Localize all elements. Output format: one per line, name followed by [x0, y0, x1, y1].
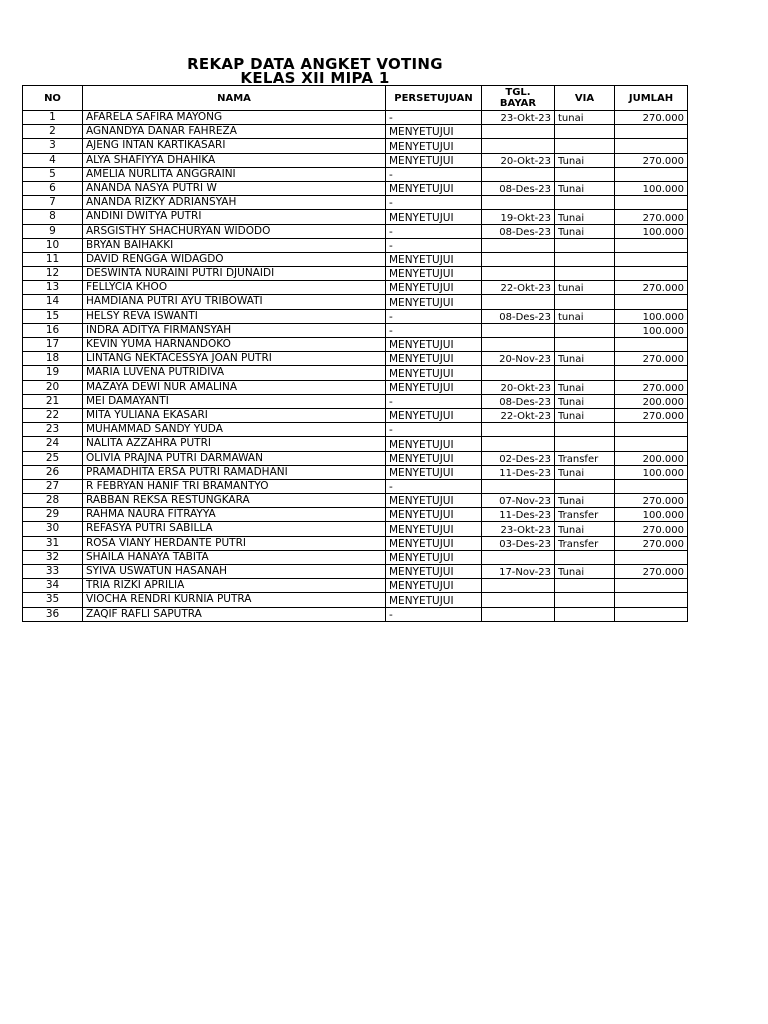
- cell-jumlah: 100.000: [615, 309, 688, 323]
- cell-no: 16: [23, 323, 83, 337]
- cell-nama: RABBAN REKSA RESTUNGKARA: [83, 494, 386, 508]
- cell-persetujuan: MENYETUJUI: [386, 465, 482, 479]
- cell-jumlah: [615, 338, 688, 352]
- cell-persetujuan: MENYETUJUI: [386, 522, 482, 536]
- cell-tgl: 20-Nov-23: [482, 352, 555, 366]
- cell-no: 8: [23, 210, 83, 224]
- cell-persetujuan: MENYETUJUI: [386, 536, 482, 550]
- cell-nama: KEVIN YUMA HARNANDOKO: [83, 338, 386, 352]
- header-jumlah: JUMLAH: [615, 86, 688, 111]
- cell-nama: NALITA AZZAHRA PUTRI: [83, 437, 386, 451]
- cell-no: 15: [23, 309, 83, 323]
- cell-persetujuan: MENYETUJUI: [386, 125, 482, 139]
- cell-tgl: 20-Okt-23: [482, 380, 555, 394]
- cell-nama: HAMDIANA PUTRI AYU TRIBOWATI: [83, 295, 386, 309]
- cell-nama: OLIVIA PRAJNA PUTRI DARMAWAN: [83, 451, 386, 465]
- cell-jumlah: [615, 579, 688, 593]
- cell-jumlah: [615, 238, 688, 252]
- title-line-2: KELAS XII MIPA 1: [240, 69, 390, 87]
- cell-via: [555, 437, 615, 451]
- cell-nama: MUHAMMAD SANDY YUDA: [83, 423, 386, 437]
- cell-nama: ALYA SHAFIYYA DHAHIKA: [83, 153, 386, 167]
- header-no: NO: [23, 86, 83, 111]
- cell-tgl: [482, 338, 555, 352]
- cell-via: Tunai: [555, 224, 615, 238]
- cell-via: Tunai: [555, 465, 615, 479]
- cell-persetujuan: -: [386, 167, 482, 181]
- table-row: [23, 465, 688, 479]
- cell-jumlah: [615, 437, 688, 451]
- cell-no: 5: [23, 167, 83, 181]
- cell-no: 23: [23, 423, 83, 437]
- cell-jumlah: [615, 593, 688, 607]
- table-row: [23, 394, 688, 408]
- cell-tgl: [482, 267, 555, 281]
- cell-persetujuan: MENYETUJUI: [386, 295, 482, 309]
- cell-via: [555, 167, 615, 181]
- cell-tgl: 11-Des-23: [482, 508, 555, 522]
- cell-via: [555, 295, 615, 309]
- cell-tgl: [482, 479, 555, 493]
- cell-tgl: 20-Okt-23: [482, 153, 555, 167]
- cell-nama: MARIA LUVENA PUTRIDIVA: [83, 366, 386, 380]
- cell-persetujuan: MENYETUJUI: [386, 565, 482, 579]
- table-row: [23, 451, 688, 465]
- cell-nama: AGNANDYA DANAR FAHREZA: [83, 125, 386, 139]
- cell-jumlah: [615, 607, 688, 621]
- header-tgl-line-1: TGL.: [505, 87, 531, 98]
- cell-no: 1: [23, 111, 83, 125]
- cell-via: [555, 607, 615, 621]
- cell-nama: BRYAN BAIHAKKI: [83, 238, 386, 252]
- cell-persetujuan: -: [386, 309, 482, 323]
- cell-nama: DAVID RENGGA WIDAGDO: [83, 252, 386, 266]
- table-row: [23, 479, 688, 493]
- cell-no: 27: [23, 479, 83, 493]
- table-row: [23, 238, 688, 252]
- cell-via: [555, 593, 615, 607]
- cell-persetujuan: MENYETUJUI: [386, 451, 482, 465]
- table-row: [23, 167, 688, 181]
- cell-jumlah: 100.000: [615, 181, 688, 195]
- cell-jumlah: 100.000: [615, 508, 688, 522]
- table-row: [23, 593, 688, 607]
- header-tgl-bayar: [482, 86, 555, 111]
- cell-persetujuan: -: [386, 423, 482, 437]
- cell-nama: ANDINI DWITYA PUTRI: [83, 210, 386, 224]
- cell-nama: ARSGISTHY SHACHURYAN WIDODO: [83, 224, 386, 238]
- cell-nama: MEI DAMAYANTI: [83, 394, 386, 408]
- cell-via: Tunai: [555, 494, 615, 508]
- cell-persetujuan: MENYETUJUI: [386, 338, 482, 352]
- cell-tgl: [482, 125, 555, 139]
- cell-nama: R FEBRYAN HANIF TRI BRAMANTYO: [83, 479, 386, 493]
- cell-via: [555, 125, 615, 139]
- cell-jumlah: [615, 196, 688, 210]
- cell-via: Tunai: [555, 565, 615, 579]
- cell-via: Transfer: [555, 451, 615, 465]
- cell-nama: ANANDA NASYA PUTRI W: [83, 181, 386, 195]
- cell-jumlah: [615, 423, 688, 437]
- table-row: [23, 181, 688, 195]
- cell-tgl: [482, 323, 555, 337]
- cell-nama: MITA YULIANA EKASARI: [83, 408, 386, 422]
- table-row: [23, 196, 688, 210]
- table-row: [23, 352, 688, 366]
- cell-persetujuan: -: [386, 111, 482, 125]
- cell-nama: FELLYCIA KHOO: [83, 281, 386, 295]
- cell-no: 36: [23, 607, 83, 621]
- cell-no: 20: [23, 380, 83, 394]
- cell-tgl: [482, 295, 555, 309]
- table-row: [23, 338, 688, 352]
- cell-persetujuan: MENYETUJUI: [386, 380, 482, 394]
- cell-no: 22: [23, 408, 83, 422]
- cell-jumlah: 270.000: [615, 281, 688, 295]
- cell-no: 19: [23, 366, 83, 380]
- table-row: [23, 550, 688, 564]
- cell-via: Tunai: [555, 394, 615, 408]
- cell-persetujuan: -: [386, 479, 482, 493]
- cell-tgl: [482, 579, 555, 593]
- cell-jumlah: [615, 550, 688, 564]
- cell-jumlah: 270.000: [615, 536, 688, 550]
- cell-tgl: 08-Des-23: [482, 181, 555, 195]
- cell-no: 17: [23, 338, 83, 352]
- cell-persetujuan: MENYETUJUI: [386, 550, 482, 564]
- cell-tgl: [482, 593, 555, 607]
- table-row: [23, 366, 688, 380]
- cell-tgl: 22-Okt-23: [482, 408, 555, 422]
- cell-no: 12: [23, 267, 83, 281]
- cell-no: 21: [23, 394, 83, 408]
- voting-recap-table: [22, 85, 688, 622]
- cell-via: tunai: [555, 281, 615, 295]
- cell-jumlah: [615, 125, 688, 139]
- cell-nama: MAZAYA DEWI NUR AMALINA: [83, 380, 386, 394]
- cell-via: Tunai: [555, 210, 615, 224]
- cell-persetujuan: MENYETUJUI: [386, 494, 482, 508]
- cell-via: Tunai: [555, 408, 615, 422]
- cell-no: 31: [23, 536, 83, 550]
- cell-tgl: 11-Des-23: [482, 465, 555, 479]
- cell-via: [555, 550, 615, 564]
- header-nama: NAMA: [83, 86, 386, 111]
- cell-no: 28: [23, 494, 83, 508]
- header-tgl-line-2: BAYAR: [499, 98, 537, 109]
- cell-via: [555, 267, 615, 281]
- cell-tgl: [482, 252, 555, 266]
- cell-via: Tunai: [555, 352, 615, 366]
- cell-tgl: 23-Okt-23: [482, 522, 555, 536]
- cell-nama: HELSY REVA ISWANTI: [83, 309, 386, 323]
- cell-tgl: [482, 167, 555, 181]
- cell-jumlah: 270.000: [615, 494, 688, 508]
- cell-via: [555, 423, 615, 437]
- cell-persetujuan: MENYETUJUI: [386, 210, 482, 224]
- table-row: [23, 408, 688, 422]
- cell-no: 34: [23, 579, 83, 593]
- cell-nama: AJENG INTAN KARTIKASARI: [83, 139, 386, 153]
- cell-no: 33: [23, 565, 83, 579]
- cell-jumlah: 200.000: [615, 451, 688, 465]
- cell-persetujuan: MENYETUJUI: [386, 252, 482, 266]
- cell-no: 4: [23, 153, 83, 167]
- cell-jumlah: 100.000: [615, 465, 688, 479]
- cell-no: 6: [23, 181, 83, 195]
- cell-tgl: 17-Nov-23: [482, 565, 555, 579]
- table-row: [23, 295, 688, 309]
- table-row: [23, 139, 688, 153]
- cell-no: 30: [23, 522, 83, 536]
- cell-nama: AMELIA NURLITA ANGGRAINI: [83, 167, 386, 181]
- cell-via: Tunai: [555, 181, 615, 195]
- cell-nama: ROSA VIANY HERDANTE PUTRI: [83, 536, 386, 550]
- cell-jumlah: [615, 139, 688, 153]
- cell-jumlah: 200.000: [615, 394, 688, 408]
- cell-via: Transfer: [555, 536, 615, 550]
- cell-jumlah: [615, 167, 688, 181]
- table-row: [23, 380, 688, 394]
- table-row: [23, 508, 688, 522]
- cell-via: [555, 139, 615, 153]
- cell-via: [555, 196, 615, 210]
- cell-no: 13: [23, 281, 83, 295]
- cell-tgl: [482, 423, 555, 437]
- cell-via: [555, 338, 615, 352]
- cell-nama: ZAQIF RAFLI SAPUTRA: [83, 607, 386, 621]
- cell-tgl: 22-Okt-23: [482, 281, 555, 295]
- cell-tgl: [482, 196, 555, 210]
- cell-persetujuan: MENYETUJUI: [386, 508, 482, 522]
- cell-persetujuan: MENYETUJUI: [386, 267, 482, 281]
- cell-via: [555, 479, 615, 493]
- cell-via: Tunai: [555, 522, 615, 536]
- cell-jumlah: 270.000: [615, 352, 688, 366]
- title-line-1: REKAP DATA ANGKET VOTING: [187, 55, 443, 73]
- cell-jumlah: [615, 479, 688, 493]
- cell-jumlah: 100.000: [615, 323, 688, 337]
- cell-jumlah: [615, 267, 688, 281]
- cell-no: 9: [23, 224, 83, 238]
- cell-tgl: [482, 550, 555, 564]
- table-row: [23, 281, 688, 295]
- cell-nama: PRAMADHITA ERSA PUTRI RAMADHANI: [83, 465, 386, 479]
- table-row: [23, 437, 688, 451]
- cell-jumlah: [615, 366, 688, 380]
- table-row: [23, 565, 688, 579]
- table-row: [23, 494, 688, 508]
- cell-persetujuan: MENYETUJUI: [386, 408, 482, 422]
- cell-no: 7: [23, 196, 83, 210]
- cell-via: [555, 579, 615, 593]
- table-header-row: [23, 86, 688, 111]
- cell-jumlah: 270.000: [615, 565, 688, 579]
- cell-persetujuan: MENYETUJUI: [386, 181, 482, 195]
- cell-persetujuan: MENYETUJUI: [386, 139, 482, 153]
- cell-tgl: 03-Des-23: [482, 536, 555, 550]
- cell-jumlah: 270.000: [615, 522, 688, 536]
- table-row: [23, 522, 688, 536]
- cell-nama: RAHMA NAURA FITRAYYA: [83, 508, 386, 522]
- table-row: [23, 153, 688, 167]
- cell-persetujuan: MENYETUJUI: [386, 153, 482, 167]
- cell-persetujuan: MENYETUJUI: [386, 366, 482, 380]
- cell-no: 14: [23, 295, 83, 309]
- cell-no: 24: [23, 437, 83, 451]
- cell-tgl: [482, 238, 555, 252]
- cell-jumlah: 270.000: [615, 408, 688, 422]
- cell-nama: VIOCHA RENDRI KURNIA PUTRA: [83, 593, 386, 607]
- cell-no: 29: [23, 508, 83, 522]
- cell-tgl: 08-Des-23: [482, 309, 555, 323]
- cell-no: 10: [23, 238, 83, 252]
- cell-via: Tunai: [555, 153, 615, 167]
- cell-tgl: 08-Des-23: [482, 394, 555, 408]
- cell-persetujuan: -: [386, 607, 482, 621]
- cell-no: 35: [23, 593, 83, 607]
- cell-jumlah: [615, 295, 688, 309]
- cell-tgl: [482, 607, 555, 621]
- table-row: [23, 323, 688, 337]
- table-row: [23, 267, 688, 281]
- cell-nama: AFARELA SAFIRA MAYONG: [83, 111, 386, 125]
- cell-persetujuan: -: [386, 394, 482, 408]
- cell-tgl: [482, 366, 555, 380]
- cell-tgl: [482, 437, 555, 451]
- cell-via: [555, 323, 615, 337]
- cell-no: 18: [23, 352, 83, 366]
- table-row: [23, 309, 688, 323]
- cell-tgl: 19-Okt-23: [482, 210, 555, 224]
- cell-persetujuan: -: [386, 224, 482, 238]
- header-via: VIA: [555, 86, 615, 111]
- cell-nama: ANANDA RIZKY ADRIANSYAH: [83, 196, 386, 210]
- cell-tgl: 02-Des-23: [482, 451, 555, 465]
- cell-no: 32: [23, 550, 83, 564]
- cell-persetujuan: -: [386, 196, 482, 210]
- cell-tgl: [482, 139, 555, 153]
- cell-persetujuan: -: [386, 323, 482, 337]
- header-persetujuan: PERSETUJUAN: [386, 86, 482, 111]
- table-row: [23, 125, 688, 139]
- table-row: [23, 210, 688, 224]
- cell-via: Tunai: [555, 380, 615, 394]
- cell-jumlah: [615, 252, 688, 266]
- cell-via: tunai: [555, 111, 615, 125]
- cell-tgl: 23-Okt-23: [482, 111, 555, 125]
- cell-persetujuan: MENYETUJUI: [386, 579, 482, 593]
- cell-jumlah: 270.000: [615, 153, 688, 167]
- cell-no: 11: [23, 252, 83, 266]
- cell-nama: DESWINTA NURAINI PUTRI DJUNAIDI: [83, 267, 386, 281]
- cell-nama: REFASYA PUTRI SABILLA: [83, 522, 386, 536]
- cell-via: tunai: [555, 309, 615, 323]
- cell-nama: SYIVA USWATUN HASANAH: [83, 565, 386, 579]
- cell-via: [555, 366, 615, 380]
- cell-no: 2: [23, 125, 83, 139]
- cell-persetujuan: MENYETUJUI: [386, 593, 482, 607]
- cell-nama: LINTANG NEKTACESSYA JOAN PUTRI: [83, 352, 386, 366]
- table-row: [23, 607, 688, 621]
- table-row: [23, 111, 688, 125]
- table-row: [23, 252, 688, 266]
- cell-via: Transfer: [555, 508, 615, 522]
- table-row: [23, 423, 688, 437]
- cell-nama: SHAILA HANAYA TABITA: [83, 550, 386, 564]
- cell-persetujuan: MENYETUJUI: [386, 281, 482, 295]
- cell-jumlah: 270.000: [615, 380, 688, 394]
- cell-no: 26: [23, 465, 83, 479]
- cell-nama: INDRA ADITYA FIRMANSYAH: [83, 323, 386, 337]
- cell-nama: TRIA RIZKI APRILIA: [83, 579, 386, 593]
- cell-jumlah: 270.000: [615, 210, 688, 224]
- cell-persetujuan: MENYETUJUI: [386, 437, 482, 451]
- cell-no: 3: [23, 139, 83, 153]
- table-row: [23, 536, 688, 550]
- cell-jumlah: 270.000: [615, 111, 688, 125]
- cell-no: 25: [23, 451, 83, 465]
- cell-persetujuan: MENYETUJUI: [386, 352, 482, 366]
- cell-persetujuan: -: [386, 238, 482, 252]
- table-row: [23, 579, 688, 593]
- cell-via: [555, 252, 615, 266]
- cell-via: [555, 238, 615, 252]
- cell-jumlah: 100.000: [615, 224, 688, 238]
- cell-tgl: 08-Des-23: [482, 224, 555, 238]
- cell-tgl: 07-Nov-23: [482, 494, 555, 508]
- table-row: [23, 224, 688, 238]
